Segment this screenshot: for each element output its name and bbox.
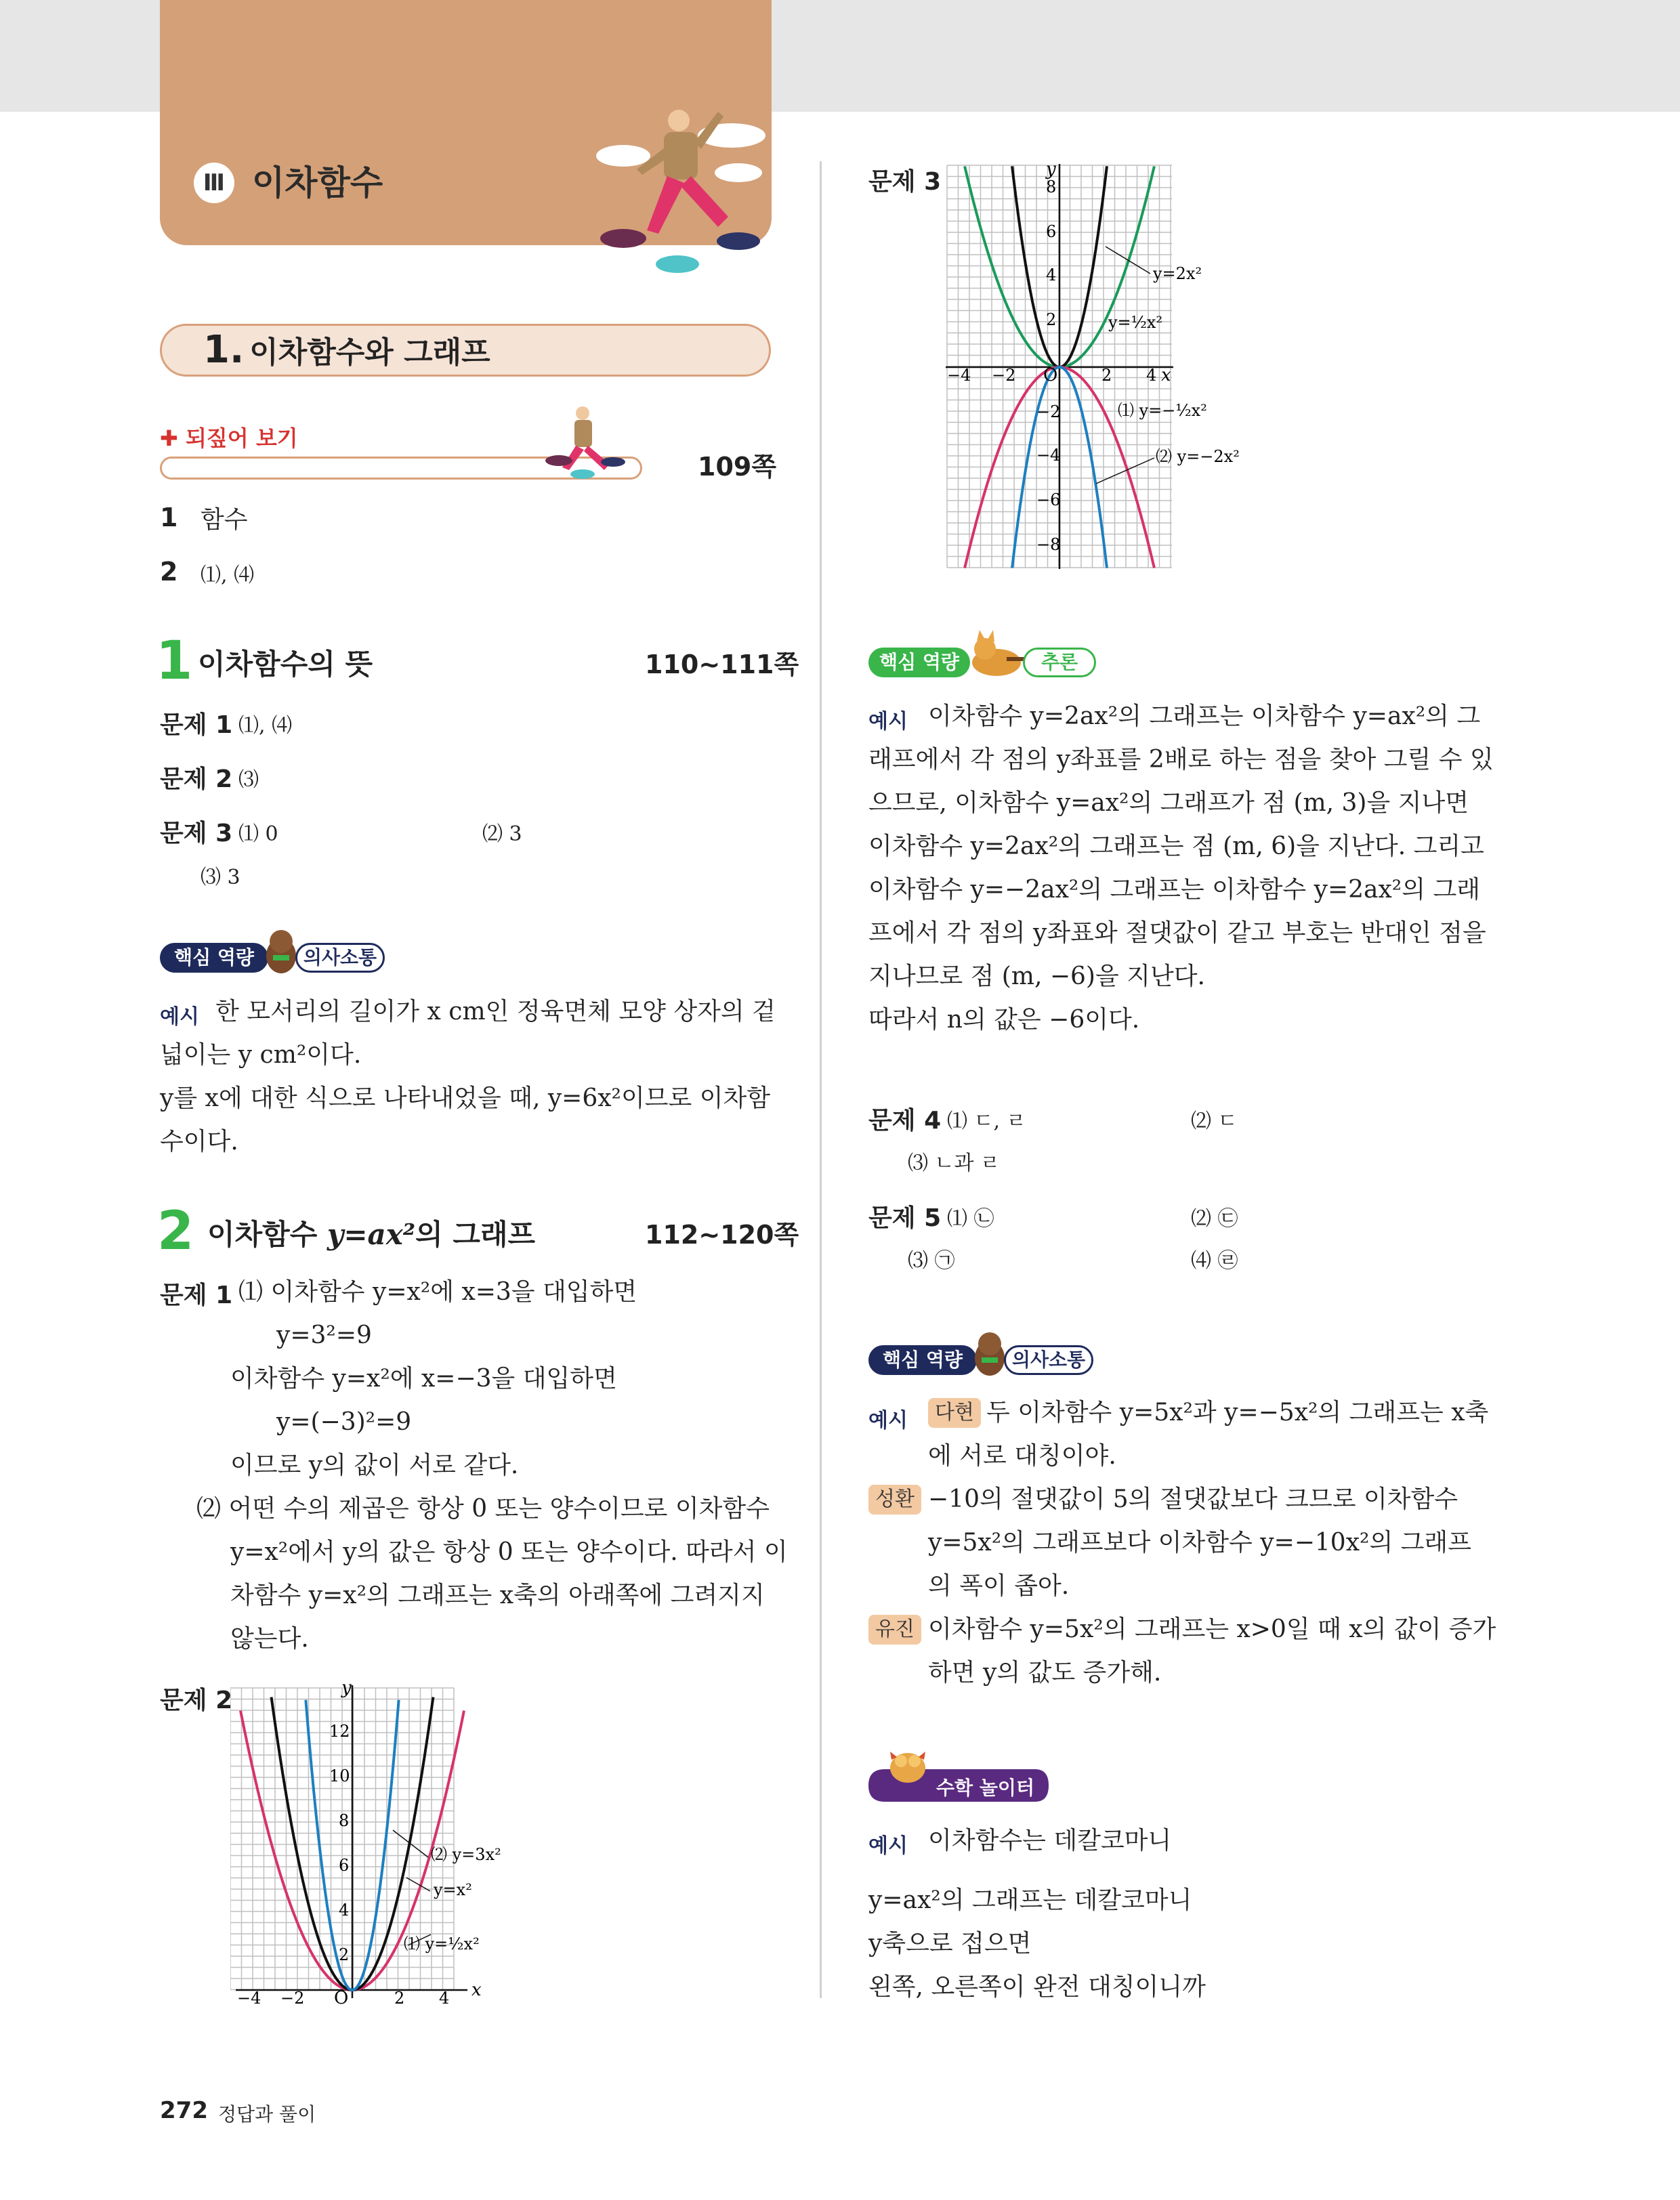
poem-line: y축으로 접으면	[868, 1930, 1032, 1958]
section-number: 1.	[203, 328, 245, 372]
solution-line: 차함수 y=x²의 그래프는 x축의 아래쪽에 그려지지	[230, 1582, 765, 1609]
x-tick: 2	[1101, 366, 1112, 385]
problem-answer: ⑶ ㄴ과 ㄹ	[908, 1151, 1001, 1175]
solution-line: 이차함수 y=x²에 x=−3을 대입하면	[230, 1365, 617, 1393]
review-item-text: ⑴, ⑷	[201, 564, 255, 587]
review-page: 109쪽	[698, 452, 777, 482]
y-axis-label: y	[1046, 160, 1056, 179]
unit2-title-suffix: 의 그래프	[415, 1218, 536, 1251]
example-label: 예시	[868, 710, 908, 734]
example-line: 따라서 n의 값은 −6이다.	[868, 1006, 1140, 1034]
example-line: 으므로, 이차함수 y=ax²의 그래프가 점 (m, 3)을 지나면	[868, 789, 1469, 817]
problem-label: 문제 1	[160, 1282, 233, 1309]
example-line: 이차함수 y=2ax²의 그래프는 점 (m, 6)을 지난다. 그리고	[868, 832, 1484, 860]
student-line: 이차함수 y=5x²의 그래프는 x>0일 때 x의 값이 증가	[928, 1615, 1496, 1643]
unit2-title	[207, 1212, 535, 1253]
problem-label: 문제 3	[160, 820, 233, 847]
column-divider	[820, 161, 822, 1998]
student-name-tag: 다현	[928, 1398, 981, 1428]
y-tick: 2	[1046, 310, 1057, 329]
dancer-illustration	[583, 95, 779, 278]
student-line: 에 서로 대칭이야.	[928, 1442, 1116, 1470]
solution-line: ⑵ 어떤 수의 제곱은 항상 0 또는 양수이므로 이차함수	[196, 1495, 770, 1523]
problem-answer: ⑴, ⑷	[238, 714, 293, 738]
unit2-number: 2	[157, 1201, 194, 1262]
y-tick: 4	[339, 1901, 350, 1920]
problem-answer: ⑴ ㄷ, ㄹ	[947, 1109, 1026, 1133]
student-line: −10의 절댓값이 5의 절댓값보다 크므로 이차함수	[928, 1485, 1458, 1513]
problem-answer: ⑵ ㉢	[1191, 1207, 1238, 1231]
student-line: 의 폭이 좁아.	[928, 1572, 1070, 1600]
y-tick: 8	[339, 1811, 350, 1830]
poem-line: 왼쪽, 오른쪽이 완전 대칭이니까	[868, 1973, 1206, 2001]
solution-line: y=(−3)²=9	[276, 1408, 412, 1436]
curve-label: y=x²	[434, 1880, 472, 1899]
playground-title: 이차함수는 데칼코마니	[928, 1827, 1172, 1855]
solution-line: y=3²=9	[276, 1321, 372, 1349]
unit1-pages: 110~111쪽	[645, 650, 799, 679]
y-tick: −2	[1036, 402, 1061, 421]
review-item-num: 1	[160, 503, 178, 532]
x-tick: −4	[237, 1989, 261, 2005]
review-figure-illustration	[542, 400, 644, 481]
y-tick: 12	[329, 1722, 350, 1741]
curve-label: ⑴ y=−½x²	[1118, 401, 1207, 420]
example-label: 예시	[868, 1834, 908, 1858]
core-badge: 핵심 역량	[868, 648, 970, 677]
x-tick: −2	[280, 1989, 305, 2005]
y-tick: −6	[1036, 490, 1061, 509]
problem-label: 문제 4	[868, 1107, 942, 1135]
example-line: 한 모서리의 길이가 x cm인 정육면체 모양 상자의 겉	[215, 998, 776, 1025]
x-axis-label: x	[1161, 365, 1171, 385]
dog-icon	[969, 1328, 1010, 1378]
origin-label: O	[1043, 365, 1058, 385]
unit2-title-formula: y=ax²	[327, 1218, 416, 1251]
dog-icon	[261, 925, 301, 975]
x-tick: 4	[439, 1989, 450, 2005]
chapter-number-badge: Ⅲ	[194, 163, 234, 203]
example-line: 수이다.	[160, 1128, 238, 1156]
problem-answer: ⑶ 3	[201, 866, 240, 889]
review-item-num: 2	[160, 557, 178, 587]
example-line: 이차함수 y=−2ax²의 그래프는 이차함수 y=2ax²의 그래	[868, 876, 1481, 904]
solution-line: y=x²에서 y의 값은 항상 0 또는 양수이다. 따라서 이	[230, 1538, 788, 1566]
y-tick: 8	[1046, 177, 1057, 196]
unit2-title-prefix: 이차함수	[207, 1218, 327, 1251]
student-line: y=5x²의 그래프보다 이차함수 y=−10x²의 그래프	[928, 1529, 1471, 1557]
example-line: 래프에서 각 점의 y좌표를 2배로 하는 점을 찾아 그릴 수 있	[868, 746, 1494, 774]
problem-answer: ⑶	[238, 768, 259, 792]
page-number: 272	[160, 2097, 208, 2124]
curve-label: y=½x²	[1108, 313, 1163, 332]
core-badge: 핵심 역량	[160, 943, 268, 973]
curve-label: ⑴ y=½x²	[404, 1934, 480, 1953]
problem-label: 문제 2	[160, 1687, 233, 1714]
solution-line: ⑴ 이차함수 y=x²에 x=3을 대입하면	[238, 1278, 637, 1306]
section-title	[203, 330, 490, 373]
student-line: 두 이차함수 y=5x²과 y=−5x²의 그래프는 x축	[986, 1399, 1489, 1426]
footer-label: 정답과 풀이	[218, 2103, 316, 2125]
review-item-text: 함수	[201, 506, 248, 534]
graph-problem3	[946, 160, 1271, 574]
example-line: 넓이는 y cm²이다.	[160, 1041, 362, 1069]
graph-problem2	[230, 1680, 549, 2005]
unit1-number: 1	[156, 631, 193, 692]
poem-line: y=ax²의 그래프는 데칼코마니	[868, 1886, 1192, 1914]
review-label: ✚ 되짚어 보기	[160, 425, 298, 451]
problem-answer: ⑷ ㉣	[1191, 1249, 1238, 1273]
y-tick: −4	[1036, 446, 1061, 465]
y-tick: 4	[1046, 266, 1057, 284]
x-tick: −4	[947, 366, 971, 385]
problem-label: 문제 2	[160, 765, 233, 793]
example-line: 프에서 각 점의 y좌표와 절댓값이 같고 부호는 반대인 점을	[868, 919, 1486, 947]
y-tick: 6	[1046, 222, 1057, 241]
solution-line: 이므로 y의 값이 서로 같다.	[230, 1452, 519, 1479]
problem-answer: ⑵ 3	[482, 822, 522, 846]
problem-answer: ⑶ ㉠	[908, 1249, 955, 1273]
example-line: 이차함수 y=2ax²의 그래프는 이차함수 y=ax²의 그	[928, 702, 1481, 730]
core-tag: 의사소통	[295, 943, 385, 973]
core-tag: 의사소통	[1004, 1345, 1093, 1375]
y-tick: 10	[329, 1767, 350, 1785]
review-label-text: 되짚어 보기	[185, 425, 298, 451]
section-title-text: 이차함수와 그래프	[249, 335, 490, 370]
core-badge: 핵심 역량	[868, 1345, 977, 1375]
unit2-pages: 112~120쪽	[645, 1220, 799, 1250]
y-tick: 2	[339, 1945, 350, 1964]
example-line: y를 x에 대한 식으로 나타내었을 때, y=6x²이므로 이차함	[160, 1084, 771, 1112]
problem-label: 문제 5	[868, 1204, 942, 1232]
x-tick: 4	[1146, 366, 1157, 385]
x-tick: 2	[394, 1989, 405, 2005]
y-axis-label: y	[341, 1680, 352, 1698]
curve-label: y=2x²	[1153, 264, 1202, 283]
problem-label: 문제 3	[868, 168, 942, 196]
core-tag: 추론	[1023, 648, 1096, 677]
student-name-tag: 유진	[868, 1615, 921, 1645]
cat-icon	[966, 630, 1027, 680]
solution-line: 않는다.	[230, 1625, 309, 1653]
x-axis-label: x	[471, 1980, 482, 2000]
example-label: 예시	[160, 1005, 199, 1029]
curve-label: ⑵ y=3x²	[431, 1845, 501, 1864]
x-tick: −2	[992, 366, 1016, 385]
curve-label: ⑵ y=−2x²	[1156, 447, 1240, 466]
student-line: 하면 y의 값도 증가해.	[928, 1659, 1162, 1687]
student-name-tag: 성환	[868, 1485, 921, 1515]
chapter-title: 이차함수	[252, 163, 383, 203]
y-tick: −8	[1036, 535, 1061, 554]
problem-answer: ⑵ ㄷ	[1191, 1109, 1238, 1133]
y-tick: 6	[339, 1856, 350, 1875]
origin-label: O	[334, 1988, 349, 2005]
example-line: 지나므로 점 (m, −6)을 지난다.	[868, 962, 1205, 990]
problem-answer: ⑴ 0	[238, 822, 278, 846]
unit1-title: 이차함수의 뜻	[198, 648, 373, 681]
playground-badge: 수학 놀이터	[936, 1777, 1034, 1799]
problem-label: 문제 1	[160, 711, 233, 739]
problem-answer: ⑴ ㉡	[947, 1207, 994, 1231]
example-label: 예시	[868, 1409, 908, 1433]
